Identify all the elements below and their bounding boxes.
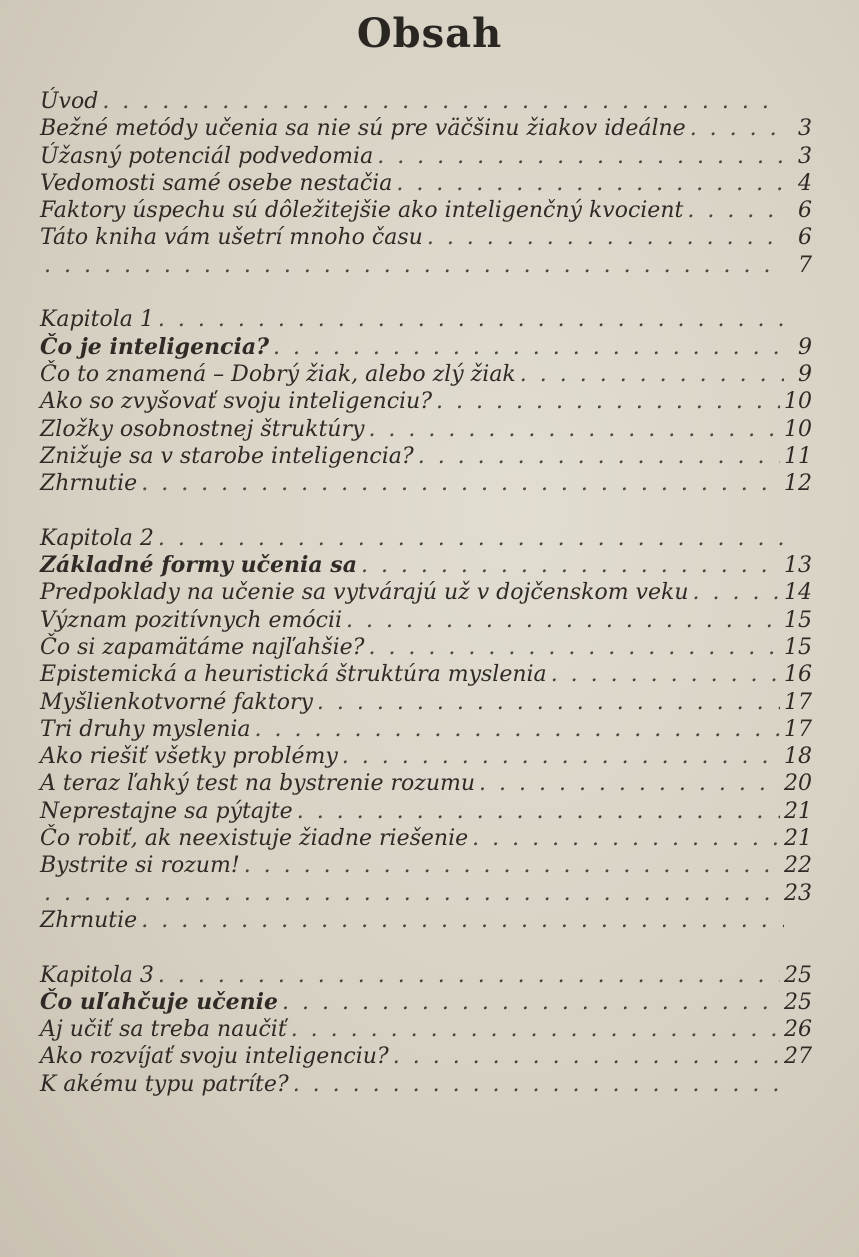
dot-leader <box>244 852 780 879</box>
dot-leader <box>418 443 780 470</box>
toc-entry <box>40 443 812 470</box>
toc-entry-title: Úžasný potenciál podvedomia <box>40 143 374 169</box>
toc-entry-page: 3 <box>798 143 812 169</box>
dot-leader <box>687 197 784 224</box>
toc-entry <box>40 880 812 907</box>
dot-leader <box>393 1043 780 1070</box>
toc-entry <box>40 634 812 661</box>
toc-entry <box>40 743 812 770</box>
toc-entry-page: 3 <box>798 116 812 142</box>
dot-leader <box>693 579 780 606</box>
toc-entry-page: 13 <box>784 553 812 579</box>
dot-leader <box>346 607 780 634</box>
toc-entry-page: 12 <box>784 471 812 497</box>
dot-leader <box>368 634 780 661</box>
toc-entry-page: 14 <box>784 580 812 606</box>
toc-entry-title: A teraz ľahký test na bystrenie rozumu <box>40 771 476 797</box>
chapter-label <box>40 525 812 552</box>
chapter-title-entry <box>40 552 812 579</box>
toc-entry-title: Čo robiť, ak neexistuje žiadne riešenie <box>40 826 469 852</box>
dot-leader <box>690 115 784 142</box>
dot-leader <box>361 552 780 579</box>
toc-entry-title: Aj učiť sa treba naučiť <box>40 1017 287 1043</box>
toc-entry <box>40 470 812 497</box>
dot-leader <box>317 689 780 716</box>
dot-leader <box>297 798 780 825</box>
dot-leader <box>377 143 784 170</box>
toc-entry-page: 10 <box>784 389 812 415</box>
toc-entry <box>40 716 812 743</box>
dot-leader <box>158 525 784 552</box>
dot-leader <box>520 361 784 388</box>
toc-entry-page: 6 <box>798 225 812 251</box>
toc-entry-title: Zhrnutie <box>40 471 138 497</box>
toc-entry-page: 25 <box>784 989 812 1015</box>
toc-entry-title: Epistemická a heuristická štruktúra myslenia <box>40 662 547 688</box>
toc-entry-page: 16 <box>784 662 812 688</box>
dot-leader <box>427 224 784 251</box>
toc-entry <box>40 689 812 716</box>
toc-entry-page: 21 <box>784 826 812 852</box>
dot-leader <box>436 388 780 415</box>
section-gap <box>40 497 812 524</box>
toc-entry <box>40 388 812 415</box>
toc-entry-title: Kapitola 3 <box>40 962 154 988</box>
toc-entry <box>40 197 812 224</box>
toc-entry-title: Zložky osobnostnej štruktúry <box>40 416 365 442</box>
toc-entry <box>40 1043 812 1070</box>
toc-entry <box>40 143 812 170</box>
toc-entry-page: 20 <box>784 771 812 797</box>
toc-section-uvod <box>40 88 812 279</box>
toc-entry-page: 26 <box>784 1017 812 1043</box>
toc-entry-title: Ako riešiť všetky problémy <box>40 744 338 770</box>
toc-entry-page: 7 <box>798 252 812 278</box>
toc-entry-title: Myšlienkotvorné faktory <box>40 689 313 715</box>
page-title: Obsah <box>356 10 503 57</box>
dot-leader <box>368 416 780 443</box>
toc-entry-page: 6 <box>798 198 812 224</box>
chapter-label <box>40 962 812 989</box>
toc-entry-title: Vedomosti samé osebe nestačia <box>40 170 393 196</box>
toc-entry <box>40 907 812 934</box>
toc-entry <box>40 361 812 388</box>
dot-leader <box>141 907 784 934</box>
table-of-contents <box>40 88 812 1098</box>
toc-entry-page: 27 <box>784 1044 812 1070</box>
toc-entry-title: Kapitola 2 <box>40 525 154 551</box>
toc-entry <box>40 170 812 197</box>
toc-entry <box>40 252 812 279</box>
dot-leader <box>102 88 784 115</box>
toc-entry-title: Čo to znamená – Dobrý žiak, alebo zlý žiak <box>40 361 516 387</box>
toc-entry <box>40 661 812 688</box>
chapter-title-entry <box>40 989 812 1016</box>
chapter-title-entry <box>40 334 812 361</box>
toc-entry-page: 21 <box>784 798 812 824</box>
toc-entry <box>40 1016 812 1043</box>
toc-entry-page: 18 <box>784 744 812 770</box>
toc-entry-page: 4 <box>798 170 812 196</box>
toc-entry-page: 22 <box>784 853 812 879</box>
toc-entry <box>40 1071 812 1098</box>
toc-entry-title: Čo uľahčuje učenie <box>40 988 279 1015</box>
toc-entry-page: 15 <box>784 607 812 633</box>
toc-section-kapitola-2 <box>40 525 812 934</box>
toc-entry-title: Táto kniha vám ušetrí mnoho času <box>40 225 423 251</box>
toc-entry <box>40 224 812 251</box>
toc-entry-title: Neprestajne sa pýtajte <box>40 798 293 824</box>
toc-entry-title: Faktory úspechu sú dôležitejšie ako inteligenčný kvocient <box>40 198 684 224</box>
toc-section-kapitola-1 <box>40 306 812 497</box>
toc-entry <box>40 825 812 852</box>
toc-section-kapitola-3 <box>40 962 812 1098</box>
toc-entry <box>40 770 812 797</box>
toc-entry-title: Ako rozvíjať svoju inteligenciu? <box>40 1044 389 1070</box>
toc-entry-title: Kapitola 1 <box>40 307 154 333</box>
toc-entry-page: 17 <box>784 689 812 715</box>
toc-entry-title: Význam pozitívnych emócii <box>40 607 343 633</box>
dot-leader <box>158 306 784 333</box>
dot-leader <box>282 989 780 1016</box>
section-gap <box>40 279 812 306</box>
toc-entry-title: Úvod <box>40 89 99 114</box>
dot-leader <box>479 770 780 797</box>
chapter-label <box>40 306 812 333</box>
toc-entry-page: 15 <box>784 634 812 660</box>
dot-leader <box>293 1071 784 1098</box>
section-gap <box>40 934 812 961</box>
toc-entry-page: 9 <box>798 361 812 387</box>
toc-entry <box>40 115 812 142</box>
dot-leader <box>551 661 780 688</box>
toc-entry-page: 17 <box>784 716 812 742</box>
dot-leader <box>44 880 780 907</box>
toc-entry-title: Čo si zapamätáme najľahšie? <box>40 634 365 660</box>
toc-entry-title: Tri druhy myslenia <box>40 716 251 742</box>
toc-entry-title: Bystrite si rozum! <box>40 853 240 879</box>
dot-leader <box>342 743 780 770</box>
toc-entry <box>40 579 812 606</box>
dot-leader <box>291 1016 780 1043</box>
dot-leader <box>141 470 780 497</box>
dot-leader <box>273 334 784 361</box>
toc-entry-title: Predpoklady na učenie sa vytvárajú už v dojčenskom veku <box>40 580 689 606</box>
dot-leader <box>396 170 784 197</box>
toc-entry-page: 11 <box>784 443 812 469</box>
toc-entry-title: K akému typu patríte? <box>40 1071 289 1097</box>
toc-entry-title: Bežné metódy učenia sa nie sú pre väčšinu žiakov ideálne <box>40 116 686 142</box>
dot-leader <box>255 716 780 743</box>
toc-entry-title: Čo je inteligencia? <box>40 333 269 360</box>
toc-entry <box>40 607 812 634</box>
toc-entry-title: Zhrnutie <box>40 907 138 933</box>
toc-entry-page: 23 <box>784 880 812 906</box>
toc-entry-page: 10 <box>784 416 812 442</box>
toc-entry <box>40 852 812 879</box>
toc-entry-page: 9 <box>798 334 812 360</box>
toc-entry <box>40 88 812 115</box>
toc-entry-page: 25 <box>784 962 812 988</box>
toc-entry-title: Znižuje sa v starobe inteligencia? <box>40 443 414 469</box>
dot-leader <box>472 825 780 852</box>
dot-leader <box>158 962 780 989</box>
toc-entry <box>40 416 812 443</box>
dot-leader <box>44 252 784 279</box>
toc-entry <box>40 798 812 825</box>
toc-entry-title: Ako so zvyšovať svoju inteligenciu? <box>40 389 433 415</box>
toc-entry-title: Základné formy učenia sa <box>40 552 357 579</box>
